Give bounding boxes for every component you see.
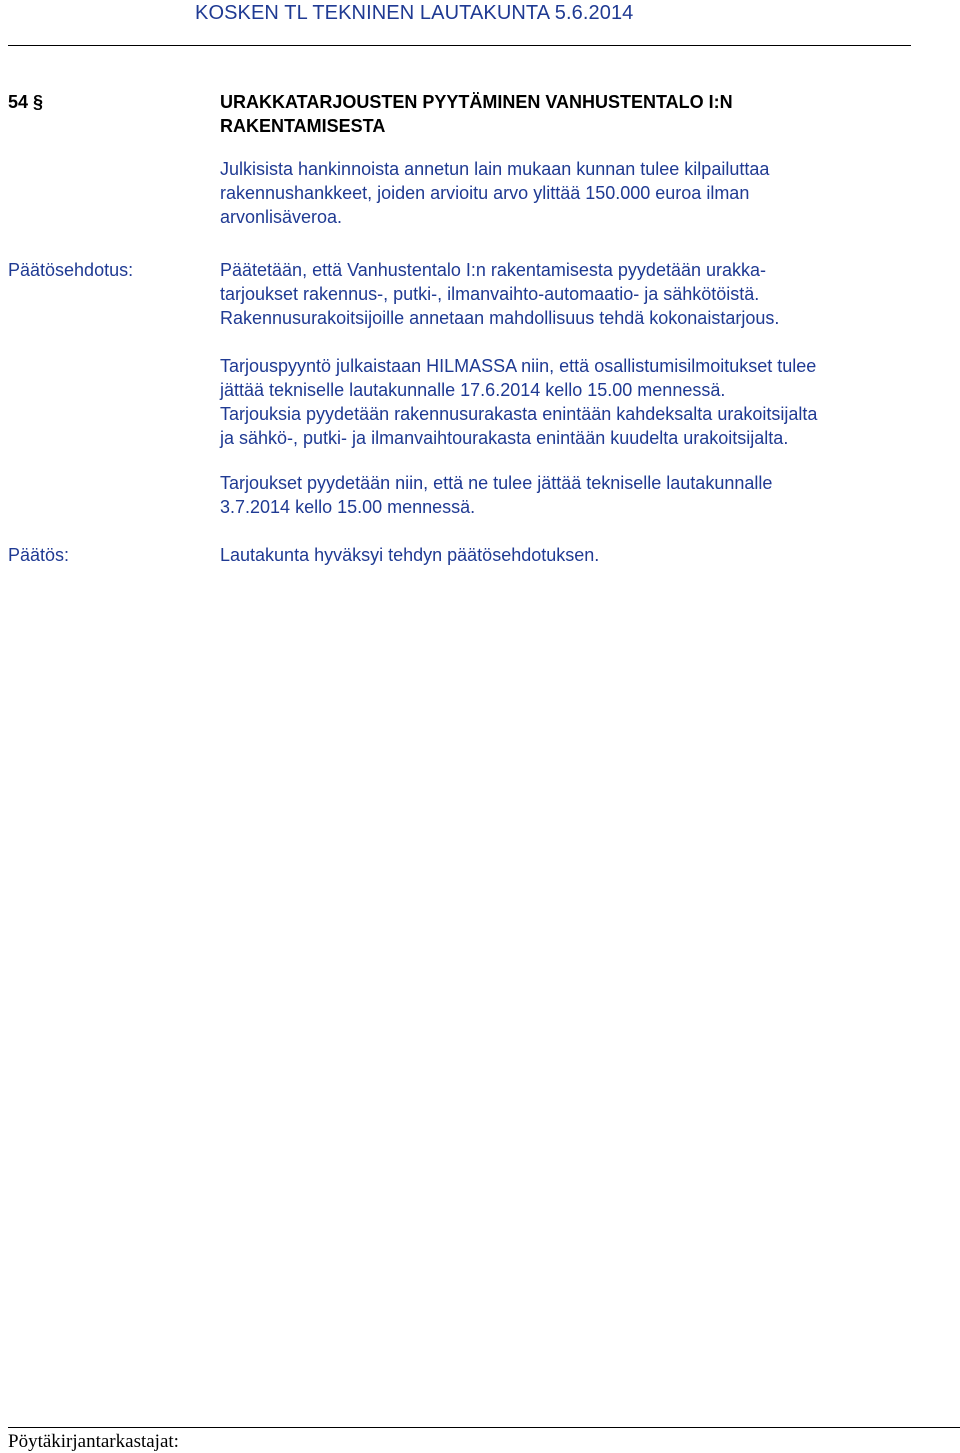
proposal-label: Päätösehdotus: (8, 260, 134, 280)
intro-line: rakennushankkeet, joiden arvioitu arvo ylittää 150.000 euroa ilman (220, 183, 750, 203)
header-divider (8, 45, 911, 46)
proposal-paragraph-1 (220, 258, 779, 330)
proposal-paragraph-2 (220, 354, 817, 450)
intro-line: arvonlisäveroa. (220, 207, 343, 227)
proposal-paragraph-3 (220, 471, 772, 519)
page-header-title: KOSKEN TL TEKNINEN LAUTAKUNTA 5.6.2014 (195, 2, 634, 24)
proposal-line: ja sähkö-, putki- ja ilmanvaihtourakasta enintään kuudelta urakoitsijalta. (220, 428, 789, 448)
decision-line: Lautakunta hyväksyi tehdyn päätösehdotuksen. (220, 545, 600, 565)
decision-label: Päätös: (8, 545, 70, 565)
section-number: 54 § (8, 92, 44, 112)
proposal-line: 3.7.2014 kello 15.00 mennessä. (220, 497, 476, 517)
section-title-line: URAKKATARJOUSTEN PYYTÄMINEN VANHUSTENTALO I:N (220, 92, 733, 112)
footer-label: Pöytäkirjantarkastajat: (8, 1431, 179, 1452)
intro-line: Julkisista hankinnoista annetun lain mukaan kunnan tulee kilpailuttaa (220, 159, 770, 179)
section-title (220, 90, 733, 138)
section-title-line: RAKENTAMISESTA (220, 116, 386, 136)
proposal-line: Tarjoukset pyydetään niin, että ne tulee jättää tekniselle lautakunnalle (220, 473, 773, 493)
proposal-line: Päätetään, että Vanhustentalo I:n rakentamisesta pyydetään urakka- (220, 260, 767, 280)
proposal-line: tarjoukset rakennus-, putki-, ilmanvaihto-automaatio- ja sähkötöistä. (220, 284, 760, 304)
proposal-line: Tarjouspyyntö julkaistaan HILMASSA niin, että osallistumisilmoitukset tulee (220, 356, 817, 376)
proposal-line: Rakennusurakoitsijoille annetaan mahdollisuus tehdä kokonaistarjous. (220, 308, 780, 328)
proposal-line: jättää tekniselle lautakunnalle 17.6.2014 kello 15.00 mennessä. (220, 380, 726, 400)
decision-text (220, 543, 599, 567)
intro-paragraph (220, 157, 769, 229)
footer-divider (8, 1427, 960, 1428)
proposal-line: Tarjouksia pyydetään rakennusurakasta enintään kahdeksalta urakoitsijalta (220, 404, 818, 424)
